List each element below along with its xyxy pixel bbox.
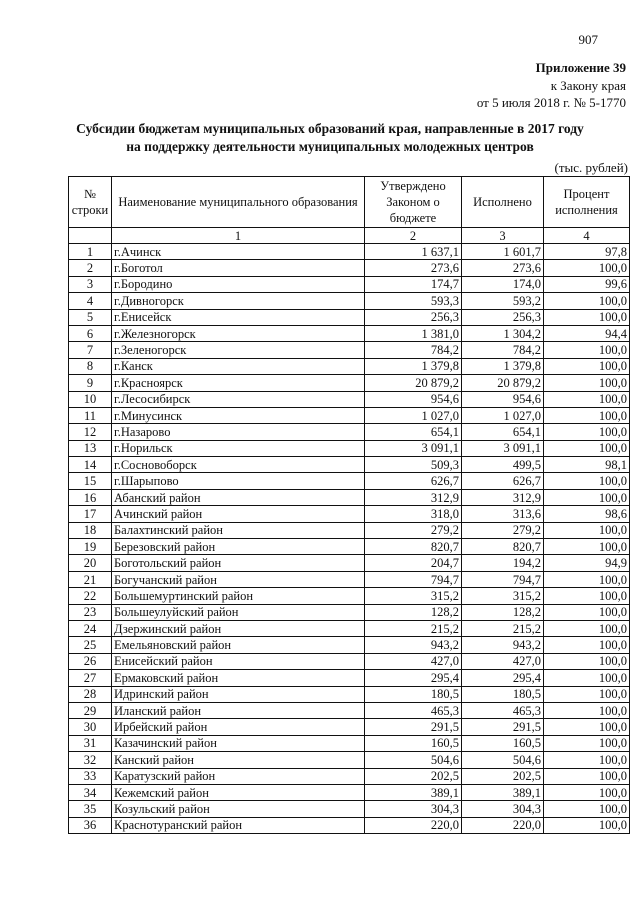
executed-amount: 295,4	[462, 670, 544, 686]
approved-amount: 820,7	[365, 539, 462, 555]
executed-amount: 194,2	[462, 555, 544, 571]
municipality-name: Ачинский район	[112, 506, 365, 522]
executed-amount: 954,6	[462, 391, 544, 407]
document-title-line1: Субсидии бюджетам муниципальных образований края, направленные в 2017 году	[76, 121, 584, 136]
row-number: 15	[69, 473, 112, 489]
row-number: 29	[69, 702, 112, 718]
row-number: 36	[69, 817, 112, 833]
executed-amount: 654,1	[462, 424, 544, 440]
approved-amount: 202,5	[365, 768, 462, 784]
approved-amount: 943,2	[365, 637, 462, 653]
executed-amount: 202,5	[462, 768, 544, 784]
municipality-name: г.Минусинск	[112, 407, 365, 423]
law-date: от 5 июля 2018 г. № 5-1770	[476, 95, 626, 110]
execution-percent: 97,8	[544, 244, 630, 260]
municipality-name: г.Бородино	[112, 276, 365, 292]
municipality-name: г.Железногорск	[112, 325, 365, 341]
municipality-name: г.Енисейск	[112, 309, 365, 325]
execution-percent: 100,0	[544, 391, 630, 407]
table-row	[69, 539, 630, 555]
executed-amount: 794,7	[462, 571, 544, 587]
executed-amount: 20 879,2	[462, 375, 544, 391]
col-header-approved: Утверждено Законом о бюджете	[365, 177, 462, 228]
executed-amount: 313,6	[462, 506, 544, 522]
execution-percent: 100,0	[544, 604, 630, 620]
approved-amount: 654,1	[365, 424, 462, 440]
executed-amount: 128,2	[462, 604, 544, 620]
approved-amount: 180,5	[365, 686, 462, 702]
approved-amount: 174,7	[365, 276, 462, 292]
row-number: 18	[69, 522, 112, 538]
execution-percent: 100,0	[544, 309, 630, 325]
executed-amount: 389,1	[462, 784, 544, 800]
municipality-name: г.Ачинск	[112, 244, 365, 260]
municipality-name: Боготольский район	[112, 555, 365, 571]
executed-amount: 820,7	[462, 539, 544, 555]
approved-amount: 279,2	[365, 522, 462, 538]
table-row	[69, 407, 630, 423]
municipality-name: Каратузский район	[112, 768, 365, 784]
executed-amount: 499,5	[462, 457, 544, 473]
municipality-name: Ирбейский район	[112, 719, 365, 735]
approved-amount: 20 879,2	[365, 375, 462, 391]
table-row	[69, 342, 630, 358]
row-number: 33	[69, 768, 112, 784]
municipality-name: г.Сосновоборск	[112, 457, 365, 473]
municipality-name: Березовский район	[112, 539, 365, 555]
executed-amount: 1 379,8	[462, 358, 544, 374]
row-number: 1	[69, 244, 112, 260]
municipality-name: Казачинский район	[112, 735, 365, 751]
row-number: 32	[69, 752, 112, 768]
municipality-name: Енисейский район	[112, 653, 365, 669]
table-row	[69, 702, 630, 718]
municipality-name: г.Лесосибирск	[112, 391, 365, 407]
approved-amount: 1 027,0	[365, 407, 462, 423]
execution-percent: 100,0	[544, 440, 630, 456]
municipality-name: г.Шарыпово	[112, 473, 365, 489]
approved-amount: 204,7	[365, 555, 462, 571]
row-number: 30	[69, 719, 112, 735]
table-row	[69, 637, 630, 653]
unit-label: (тыс. рублей)	[554, 160, 628, 175]
row-number: 7	[69, 342, 112, 358]
approved-amount: 220,0	[365, 817, 462, 833]
execution-percent: 100,0	[544, 784, 630, 800]
execution-percent: 94,9	[544, 555, 630, 571]
row-number: 16	[69, 489, 112, 505]
approved-amount: 256,3	[365, 309, 462, 325]
table-row	[69, 604, 630, 620]
execution-percent: 100,0	[544, 719, 630, 735]
execution-percent: 100,0	[544, 752, 630, 768]
appendix-label: Приложение 39	[535, 60, 626, 75]
execution-percent: 100,0	[544, 670, 630, 686]
row-number: 22	[69, 588, 112, 604]
approved-amount: 304,3	[365, 801, 462, 817]
row-number: 13	[69, 440, 112, 456]
approved-amount: 1 637,1	[365, 244, 462, 260]
executed-amount: 626,7	[462, 473, 544, 489]
table-row	[69, 784, 630, 800]
row-number: 26	[69, 653, 112, 669]
approved-amount: 509,3	[365, 457, 462, 473]
law-reference: к Закону края	[550, 78, 626, 93]
col-header-number: № строки	[69, 177, 112, 228]
table-row	[69, 358, 630, 374]
municipality-name: г.Норильск	[112, 440, 365, 456]
document-title-line2: на поддержку деятельности муниципальных молодежных центров	[126, 139, 534, 154]
col-header-executed: Исполнено	[462, 177, 544, 228]
col-index: 4	[544, 228, 630, 244]
executed-amount: 1 027,0	[462, 407, 544, 423]
municipality-name: г.Красноярск	[112, 375, 365, 391]
table-row	[69, 620, 630, 636]
execution-percent: 100,0	[544, 801, 630, 817]
row-number: 6	[69, 325, 112, 341]
municipality-name: Богучанский район	[112, 571, 365, 587]
table-row	[69, 768, 630, 784]
col-header-name: Наименование муниципального образования	[112, 177, 365, 228]
approved-amount: 273,6	[365, 260, 462, 276]
execution-percent: 100,0	[544, 260, 630, 276]
municipality-name: Балахтинский район	[112, 522, 365, 538]
table-row	[69, 719, 630, 735]
table-row	[69, 506, 630, 522]
approved-amount: 389,1	[365, 784, 462, 800]
table-row	[69, 473, 630, 489]
approved-amount: 1 379,8	[365, 358, 462, 374]
subsidies-table	[68, 176, 630, 834]
approved-amount: 315,2	[365, 588, 462, 604]
approved-amount: 427,0	[365, 653, 462, 669]
table-row	[69, 391, 630, 407]
table-row	[69, 260, 630, 276]
row-number: 4	[69, 293, 112, 309]
table-row	[69, 276, 630, 292]
execution-percent: 98,1	[544, 457, 630, 473]
execution-percent: 100,0	[544, 817, 630, 833]
row-number: 28	[69, 686, 112, 702]
row-number: 25	[69, 637, 112, 653]
executed-amount: 465,3	[462, 702, 544, 718]
municipality-name: г.Боготол	[112, 260, 365, 276]
table-row	[69, 244, 630, 260]
executed-amount: 315,2	[462, 588, 544, 604]
municipality-name: Иланский район	[112, 702, 365, 718]
table-row	[69, 555, 630, 571]
row-number: 20	[69, 555, 112, 571]
row-number: 8	[69, 358, 112, 374]
col-index	[69, 228, 112, 244]
row-number: 12	[69, 424, 112, 440]
municipality-name: г.Дивногорск	[112, 293, 365, 309]
execution-percent: 100,0	[544, 735, 630, 751]
table-row	[69, 670, 630, 686]
execution-percent: 100,0	[544, 293, 630, 309]
table-row	[69, 424, 630, 440]
table-row	[69, 522, 630, 538]
municipality-name: Емельяновский район	[112, 637, 365, 653]
executed-amount: 174,0	[462, 276, 544, 292]
row-number: 23	[69, 604, 112, 620]
approved-amount: 160,5	[365, 735, 462, 751]
municipality-name: Краснотуранский район	[112, 817, 365, 833]
col-index: 2	[365, 228, 462, 244]
table-row	[69, 653, 630, 669]
execution-percent: 100,0	[544, 375, 630, 391]
approved-amount: 794,7	[365, 571, 462, 587]
executed-amount: 273,6	[462, 260, 544, 276]
approved-amount: 295,4	[365, 670, 462, 686]
row-number: 27	[69, 670, 112, 686]
executed-amount: 427,0	[462, 653, 544, 669]
approved-amount: 291,5	[365, 719, 462, 735]
municipality-name: Идринский район	[112, 686, 365, 702]
table-row	[69, 735, 630, 751]
table-row	[69, 817, 630, 833]
approved-amount: 312,9	[365, 489, 462, 505]
executed-amount: 593,2	[462, 293, 544, 309]
row-number: 3	[69, 276, 112, 292]
execution-percent: 100,0	[544, 588, 630, 604]
execution-percent: 99,6	[544, 276, 630, 292]
execution-percent: 100,0	[544, 489, 630, 505]
execution-percent: 100,0	[544, 620, 630, 636]
execution-percent: 100,0	[544, 522, 630, 538]
table-row	[69, 440, 630, 456]
execution-percent: 100,0	[544, 686, 630, 702]
execution-percent: 100,0	[544, 539, 630, 555]
executed-amount: 1 304,2	[462, 325, 544, 341]
approved-amount: 954,6	[365, 391, 462, 407]
col-header-percent: Процент исполнения	[544, 177, 630, 228]
row-number: 5	[69, 309, 112, 325]
row-number: 35	[69, 801, 112, 817]
table-header-row	[69, 177, 630, 228]
executed-amount: 312,9	[462, 489, 544, 505]
municipality-name: Канский район	[112, 752, 365, 768]
table-row	[69, 489, 630, 505]
approved-amount: 465,3	[365, 702, 462, 718]
execution-percent: 100,0	[544, 653, 630, 669]
executed-amount: 279,2	[462, 522, 544, 538]
executed-amount: 215,2	[462, 620, 544, 636]
table-row	[69, 686, 630, 702]
executed-amount: 784,2	[462, 342, 544, 358]
execution-percent: 94,4	[544, 325, 630, 341]
row-number: 10	[69, 391, 112, 407]
col-index: 1	[112, 228, 365, 244]
row-number: 14	[69, 457, 112, 473]
row-number: 31	[69, 735, 112, 751]
executed-amount: 504,6	[462, 752, 544, 768]
execution-percent: 100,0	[544, 637, 630, 653]
municipality-name: Абанский район	[112, 489, 365, 505]
row-number: 11	[69, 407, 112, 423]
execution-percent: 100,0	[544, 358, 630, 374]
approved-amount: 318,0	[365, 506, 462, 522]
approved-amount: 3 091,1	[365, 440, 462, 456]
row-number: 17	[69, 506, 112, 522]
executed-amount: 3 091,1	[462, 440, 544, 456]
approved-amount: 784,2	[365, 342, 462, 358]
table-row	[69, 325, 630, 341]
executed-amount: 160,5	[462, 735, 544, 751]
approved-amount: 593,3	[365, 293, 462, 309]
execution-percent: 100,0	[544, 407, 630, 423]
table-row	[69, 588, 630, 604]
execution-percent: 100,0	[544, 702, 630, 718]
municipality-name: Кежемский район	[112, 784, 365, 800]
municipality-name: г.Канск	[112, 358, 365, 374]
approved-amount: 215,2	[365, 620, 462, 636]
row-number: 2	[69, 260, 112, 276]
execution-percent: 100,0	[544, 424, 630, 440]
table-row	[69, 571, 630, 587]
municipality-name: г.Зеленогорск	[112, 342, 365, 358]
row-number: 9	[69, 375, 112, 391]
row-number: 24	[69, 620, 112, 636]
municipality-name: Дзержинский район	[112, 620, 365, 636]
executed-amount: 256,3	[462, 309, 544, 325]
page-number: 907	[578, 32, 598, 47]
municipality-name: Большемуртинский район	[112, 588, 365, 604]
table-row	[69, 457, 630, 473]
approved-amount: 1 381,0	[365, 325, 462, 341]
approved-amount: 626,7	[365, 473, 462, 489]
table-row	[69, 801, 630, 817]
approved-amount: 128,2	[365, 604, 462, 620]
execution-percent: 100,0	[544, 342, 630, 358]
approved-amount: 504,6	[365, 752, 462, 768]
execution-percent: 100,0	[544, 473, 630, 489]
table-row	[69, 752, 630, 768]
municipality-name: Козульский район	[112, 801, 365, 817]
executed-amount: 943,2	[462, 637, 544, 653]
executed-amount: 220,0	[462, 817, 544, 833]
column-index-row	[69, 228, 630, 244]
municipality-name: Ермаковский район	[112, 670, 365, 686]
municipality-name: г.Назарово	[112, 424, 365, 440]
municipality-name: Большеулуйский район	[112, 604, 365, 620]
table-row	[69, 293, 630, 309]
execution-percent: 100,0	[544, 571, 630, 587]
execution-percent: 100,0	[544, 768, 630, 784]
row-number: 34	[69, 784, 112, 800]
executed-amount: 1 601,7	[462, 244, 544, 260]
table-row	[69, 375, 630, 391]
executed-amount: 180,5	[462, 686, 544, 702]
row-number: 19	[69, 539, 112, 555]
col-index: 3	[462, 228, 544, 244]
table-row	[69, 309, 630, 325]
row-number: 21	[69, 571, 112, 587]
executed-amount: 304,3	[462, 801, 544, 817]
executed-amount: 291,5	[462, 719, 544, 735]
execution-percent: 98,6	[544, 506, 630, 522]
